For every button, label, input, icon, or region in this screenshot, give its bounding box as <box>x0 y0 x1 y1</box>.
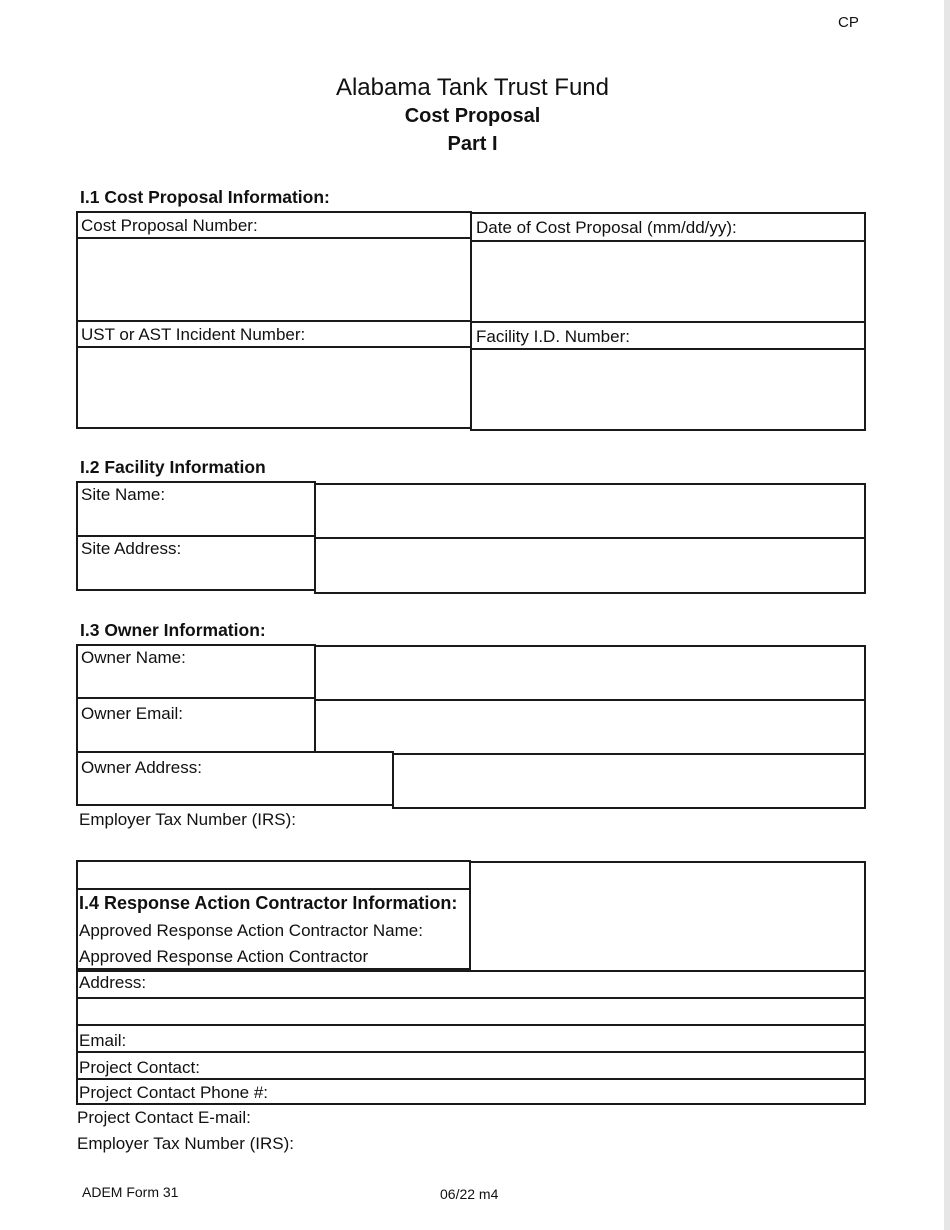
owner-employer-tax-label: Employer Tax Number (IRS): <box>79 810 296 829</box>
site-address-label-cell <box>76 535 316 591</box>
owner-email-field[interactable] <box>314 699 866 755</box>
owner-name-field[interactable] <box>314 645 866 701</box>
page-part: Part I <box>447 133 498 155</box>
project-contact-phone-row[interactable] <box>76 1078 866 1105</box>
page-title: Alabama Tank Trust Fund <box>335 74 610 101</box>
project-contact-row[interactable] <box>76 1051 866 1080</box>
facility-id-label-cell <box>470 321 866 350</box>
owner-name-label: Owner Name: <box>81 648 186 667</box>
project-contact-email-label: Project Contact E-mail: <box>77 1108 251 1127</box>
cost-proposal-number-field[interactable] <box>76 237 472 322</box>
contractor-header-top-cell <box>76 860 471 890</box>
contractor-info-cell <box>76 888 471 970</box>
page-subtitle: Cost Proposal <box>404 105 541 127</box>
section-4-heading: I.4 Response Action Contractor Information: <box>79 893 458 913</box>
incident-number-label: UST or AST Incident Number: <box>81 325 306 344</box>
facility-id-field[interactable] <box>470 348 866 431</box>
incident-number-label-cell <box>76 320 472 348</box>
section-2-heading: I.2 Facility Information <box>80 457 266 477</box>
contractor-address-label-line2: Address: <box>79 973 147 992</box>
contractor-email-row[interactable] <box>76 1024 866 1053</box>
facility-id-label: Facility I.D. Number: <box>476 327 630 346</box>
date-label: Date of Cost Proposal (mm/dd/yy): <box>476 218 737 237</box>
site-name-label: Site Name: <box>81 485 166 504</box>
contractor-name-field[interactable] <box>469 861 866 972</box>
owner-address-field[interactable] <box>392 753 866 809</box>
site-address-field[interactable] <box>314 537 866 594</box>
date-field[interactable] <box>470 240 866 323</box>
owner-address-label-cell <box>76 751 394 806</box>
site-address-label: Site Address: <box>81 539 182 558</box>
footer-form-name: ADEM Form 31 <box>82 1184 179 1200</box>
contractor-address-row[interactable] <box>76 970 866 999</box>
contractor-employer-tax-label: Employer Tax Number (IRS): <box>77 1134 294 1153</box>
date-label-cell <box>470 212 866 242</box>
site-name-field[interactable] <box>314 483 866 539</box>
scan-edge <box>944 0 950 1230</box>
footer-revision: 06/22 m4 <box>440 1186 499 1202</box>
cost-proposal-number-label: Cost Proposal Number: <box>81 216 258 235</box>
section-3-heading: I.3 Owner Information: <box>80 620 266 640</box>
corner-code: CP <box>838 14 859 31</box>
owner-address-label: Owner Address: <box>81 758 202 777</box>
contractor-email-label: Email: <box>79 1031 127 1050</box>
owner-email-label: Owner Email: <box>81 704 184 723</box>
incident-number-field[interactable] <box>76 346 472 429</box>
contractor-address-label-line1: Approved Response Action Contractor <box>79 947 369 966</box>
contractor-name-label: Approved Response Action Contractor Name: <box>79 921 423 940</box>
cost-proposal-number-label-cell <box>76 211 472 239</box>
contractor-address-field[interactable] <box>76 997 866 1026</box>
project-contact-label: Project Contact: <box>79 1058 200 1077</box>
owner-name-label-cell <box>76 644 316 699</box>
site-name-label-cell <box>76 481 316 537</box>
project-contact-phone-label: Project Contact Phone #: <box>79 1083 269 1102</box>
owner-email-label-cell <box>76 697 316 753</box>
section-1-heading: I.1 Cost Proposal Information: <box>80 187 330 207</box>
